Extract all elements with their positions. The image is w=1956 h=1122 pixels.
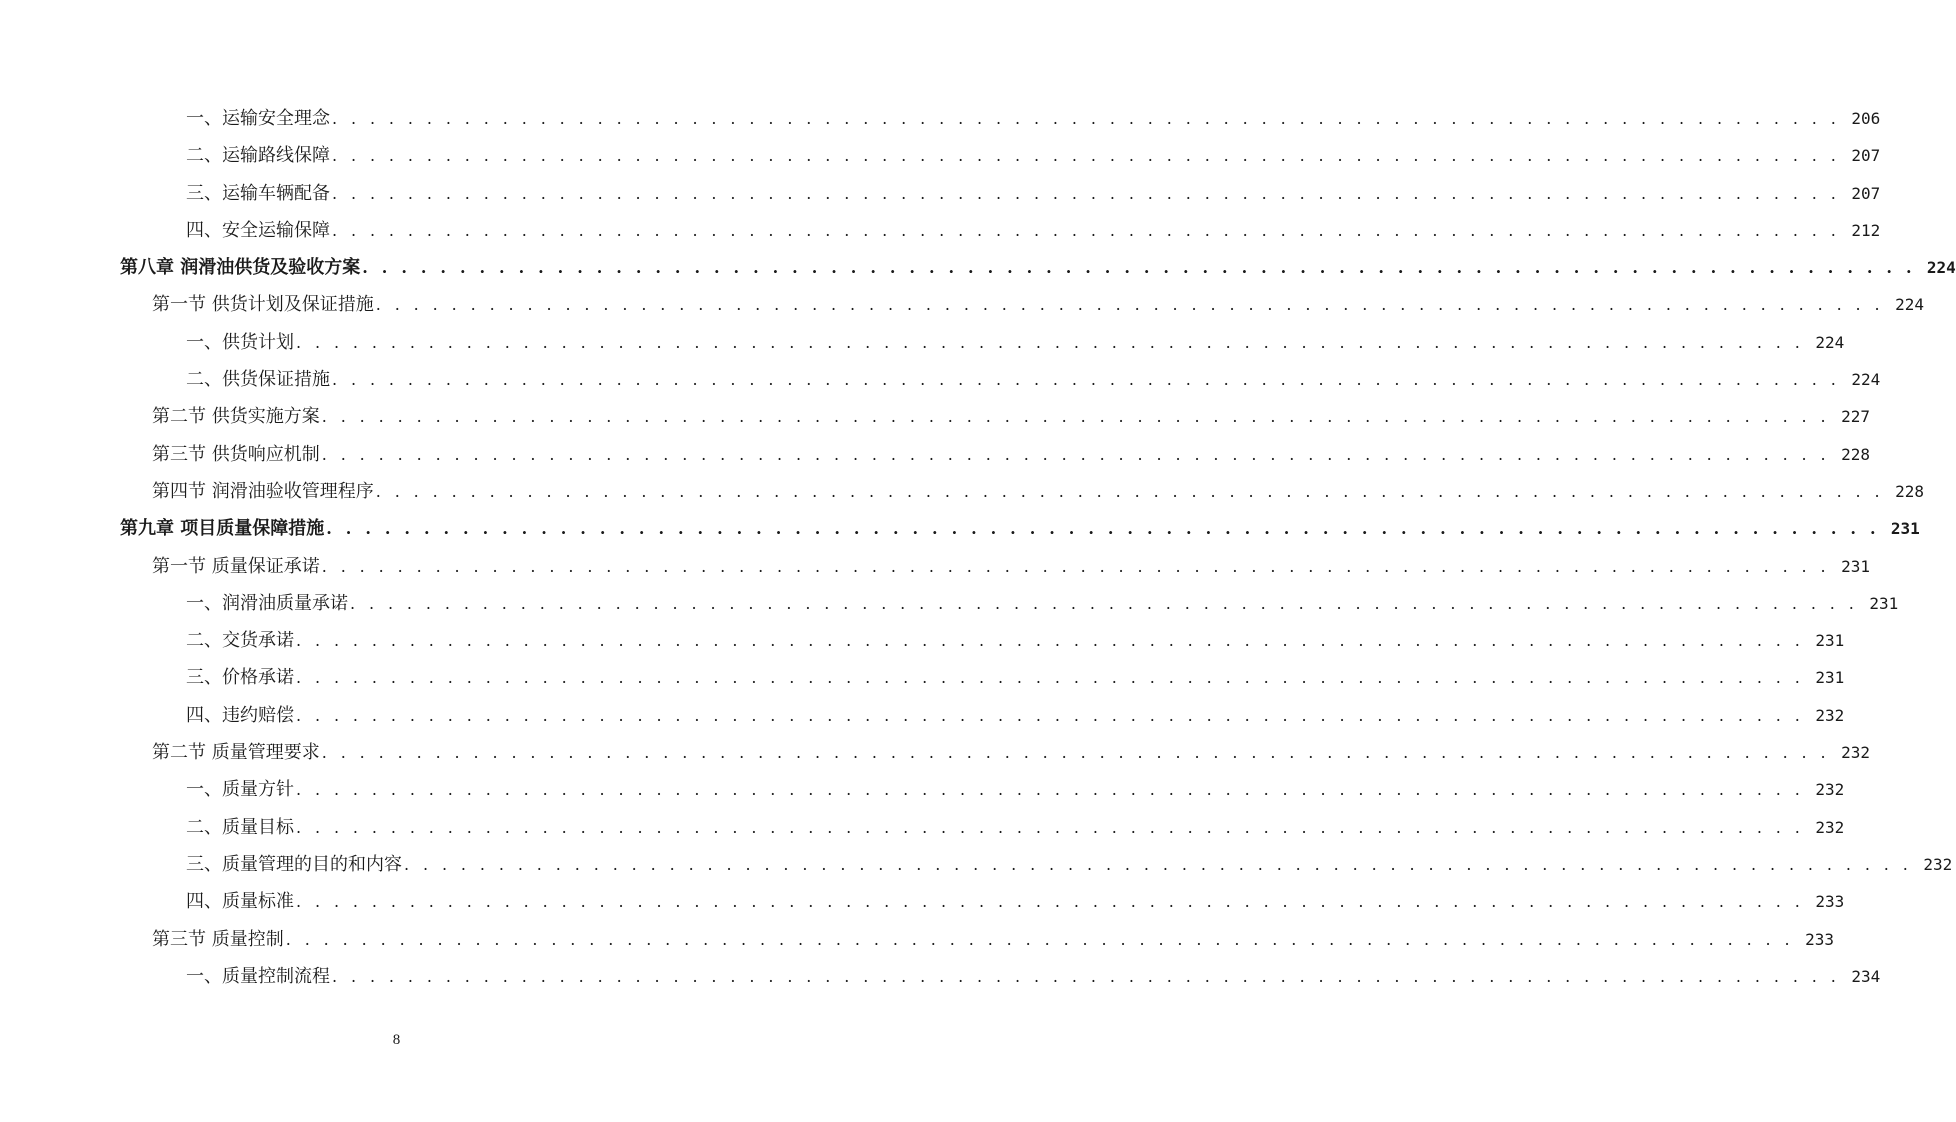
toc-dot-leader: . . . . . . . . . . . . . . . . . . . . . . . . . . . . . . . . . . . . . . . . . . . . . . . . . . . . . . . . . . . . . . . . . . . . . . . . . . . . . . . .: [285, 929, 1794, 949]
toc-entry-page: 232: [1815, 817, 1845, 837]
toc-dot-leader: . . . . . . . . . . . . . . . . . . . . . . . . . . . . . . . . . . . . . . . . . . . . . . . . . . . . . . . . . . . . . . . . . . . . . . . . . . . . . . . .: [362, 258, 1916, 278]
toc-entry-page: 224: [1895, 295, 1924, 315]
toc-entry-label: 一、质量控制流程: [186, 965, 330, 987]
page-number: 8: [392, 1032, 401, 1048]
toc-entry-page: 231: [1869, 593, 1899, 613]
toc-dot-leader: . . . . . . . . . . . . . . . . . . . . . . . . . . . . . . . . . . . . . . . . . . . . . . . . . . . . . . . . . . . . . . . . . . . . . . . . . . . . . . . .: [326, 519, 1880, 539]
toc-dot-leader: . . . . . . . . . . . . . . . . . . . . . . . . . . . . . . . . . . . . . . . . . . . . . . . . . . . . . . . . . . . . . . . . . . . . . . . . . . . . . . . .: [332, 183, 1841, 203]
toc-subsection-entry[interactable]: [0, 697, 1845, 734]
toc-subsection-entry[interactable]: [0, 883, 1845, 920]
toc-section-entry[interactable]: [0, 436, 1870, 473]
toc-entry-page: 231: [1815, 668, 1845, 688]
toc-subsection-entry[interactable]: [0, 771, 1845, 808]
toc-entry-label: 二、交货承诺: [186, 630, 294, 652]
toc-entry-page: 233: [1815, 892, 1845, 912]
toc-subsection-entry[interactable]: [0, 622, 1845, 659]
toc-entry-label: 三、运输车辆配备: [186, 182, 330, 204]
toc-entry-page: 224: [1851, 370, 1881, 390]
toc-dot-leader: . . . . . . . . . . . . . . . . . . . . . . . . . . . . . . . . . . . . . . . . . . . . . . . . . . . . . . . . . . . . . . . . . . . . . . . . . . . . . . . .: [404, 854, 1913, 874]
toc-dot-leader: . . . . . . . . . . . . . . . . . . . . . . . . . . . . . . . . . . . . . . . . . . . . . . . . . . . . . . . . . . . . . . . . . . . . . . . . . . . . . . . .: [332, 146, 1841, 166]
toc-dot-leader: . . . . . . . . . . . . . . . . . . . . . . . . . . . . . . . . . . . . . . . . . . . . . . . . . . . . . . . . . . . . . . . . . . . . . . . . . . . . . . . .: [321, 444, 1830, 464]
toc-entry-page: 233: [1805, 929, 1834, 949]
toc-entry-page: 231: [1841, 556, 1870, 576]
toc-entry-label: 四、质量标准: [186, 891, 294, 913]
toc-entry-label: 三、价格承诺: [186, 667, 294, 689]
toc-chapter-entry[interactable]: [0, 249, 1956, 286]
toc-chapter-entry[interactable]: [0, 510, 1920, 547]
toc-subsection-entry[interactable]: [0, 137, 1881, 174]
toc-entry-label: 四、安全运输保障: [186, 219, 330, 241]
toc-entry-page: 231: [1815, 631, 1845, 651]
toc-entry-page: 227: [1841, 407, 1870, 427]
toc-entry-label: 二、质量目标: [186, 816, 294, 838]
toc-entry-page: 232: [1815, 705, 1845, 725]
toc-subsection-entry[interactable]: [0, 175, 1881, 212]
toc-entry-label: 第二节 供货实施方案: [152, 406, 320, 428]
toc-dot-leader: . . . . . . . . . . . . . . . . . . . . . . . . . . . . . . . . . . . . . . . . . . . . . . . . . . . . . . . . . . . . . . . . . . . . . . . . . . . . . . . .: [332, 370, 1841, 390]
toc-section-entry[interactable]: [0, 473, 1924, 510]
toc-entry-label: 二、运输路线保障: [186, 145, 330, 167]
toc-dot-leader: . . . . . . . . . . . . . . . . . . . . . . . . . . . . . . . . . . . . . . . . . . . . . . . . . . . . . . . . . . . . . . . . . . . . . . . . . . . . . . . .: [350, 593, 1859, 613]
toc-entry-label: 四、违约赔偿: [186, 704, 294, 726]
toc-section-entry[interactable]: [0, 734, 1870, 771]
toc-subsection-entry[interactable]: [0, 361, 1881, 398]
toc-dot-leader: . . . . . . . . . . . . . . . . . . . . . . . . . . . . . . . . . . . . . . . . . . . . . . . . . . . . . . . . . . . . . . . . . . . . . . . . . . . . . . . .: [321, 556, 1830, 576]
toc-dot-leader: . . . . . . . . . . . . . . . . . . . . . . . . . . . . . . . . . . . . . . . . . . . . . . . . . . . . . . . . . . . . . . . . . . . . . . . . . . . . . . . .: [332, 220, 1841, 240]
toc-dot-leader: . . . . . . . . . . . . . . . . . . . . . . . . . . . . . . . . . . . . . . . . . . . . . . . . . . . . . . . . . . . . . . . . . . . . . . . . . . . . . . . .: [296, 780, 1805, 800]
toc-dot-leader: . . . . . . . . . . . . . . . . . . . . . . . . . . . . . . . . . . . . . . . . . . . . . . . . . . . . . . . . . . . . . . . . . . . . . . . . . . . . . . . .: [332, 966, 1841, 986]
toc-subsection-entry[interactable]: [0, 659, 1845, 696]
toc-entry-label: 二、供货保证措施: [186, 369, 330, 391]
toc-entry-page: 232: [1815, 780, 1845, 800]
toc-section-entry[interactable]: [0, 286, 1924, 323]
toc-dot-leader: . . . . . . . . . . . . . . . . . . . . . . . . . . . . . . . . . . . . . . . . . . . . . . . . . . . . . . . . . . . . . . . . . . . . . . . . . . . . . . . .: [321, 743, 1830, 763]
toc-entry-page: 207: [1851, 183, 1881, 203]
toc-entry-page: 224: [1926, 258, 1956, 278]
toc-entry-label: 第四节 润滑油验收管理程序: [152, 480, 374, 502]
toc-subsection-entry[interactable]: [0, 585, 1899, 622]
toc-dot-leader: . . . . . . . . . . . . . . . . . . . . . . . . . . . . . . . . . . . . . . . . . . . . . . . . . . . . . . . . . . . . . . . . . . . . . . . . . . . . . . . .: [332, 109, 1841, 128]
toc-entry-label: 第九章 项目质量保障措施: [120, 518, 325, 540]
toc-entry-page: 228: [1841, 444, 1870, 464]
toc-entry-label: 一、运输安全理念: [186, 108, 330, 129]
toc-entry-page: 207: [1851, 146, 1881, 166]
toc-entry-page: 224: [1815, 332, 1845, 352]
toc-entry-label: 一、供货计划: [186, 331, 294, 353]
toc-entry-label: 第二节 质量管理要求: [152, 742, 320, 764]
toc-entry-page: 234: [1851, 966, 1881, 986]
toc-subsection-entry[interactable]: [0, 958, 1881, 995]
toc-dot-leader: . . . . . . . . . . . . . . . . . . . . . . . . . . . . . . . . . . . . . . . . . . . . . . . . . . . . . . . . . . . . . . . . . . . . . . . . . . . . . . . .: [296, 705, 1805, 725]
toc-dot-leader: . . . . . . . . . . . . . . . . . . . . . . . . . . . . . . . . . . . . . . . . . . . . . . . . . . . . . . . . . . . . . . . . . . . . . . . . . . . . . . . .: [296, 332, 1805, 352]
toc-section-entry[interactable]: [0, 921, 1834, 958]
toc-entry-label: 第一节 质量保证承诺: [152, 555, 320, 577]
toc-dot-leader: . . . . . . . . . . . . . . . . . . . . . . . . . . . . . . . . . . . . . . . . . . . . . . . . . . . . . . . . . . . . . . . . . . . . . . . . . . . . . . . .: [296, 817, 1805, 837]
toc-section-entry[interactable]: [0, 548, 1870, 585]
table-of-contents: [0, 100, 1956, 995]
toc-entry-page: 228: [1895, 481, 1924, 501]
toc-entry-label: 第三节 供货响应机制: [152, 443, 320, 465]
toc-entry-label: 第一节 供货计划及保证措施: [152, 294, 374, 316]
toc-entry-page: 231: [1890, 519, 1920, 539]
toc-section-entry[interactable]: [0, 398, 1870, 435]
toc-subsection-entry[interactable]: [0, 100, 1881, 137]
toc-entry-label: 第八章 润滑油供货及验收方案: [120, 257, 361, 279]
toc-dot-leader: . . . . . . . . . . . . . . . . . . . . . . . . . . . . . . . . . . . . . . . . . . . . . . . . . . . . . . . . . . . . . . . . . . . . . . . . . . . . . . . .: [296, 892, 1805, 912]
toc-entry-page: 206: [1851, 109, 1881, 128]
toc-subsection-entry[interactable]: [0, 212, 1881, 249]
toc-entry-label: 一、质量方针: [186, 779, 294, 801]
toc-entry-page: 212: [1851, 220, 1881, 240]
toc-dot-leader: . . . . . . . . . . . . . . . . . . . . . . . . . . . . . . . . . . . . . . . . . . . . . . . . . . . . . . . . . . . . . . . . . . . . . . . . . . . . . . . .: [321, 407, 1830, 427]
toc-subsection-entry[interactable]: [0, 809, 1845, 846]
toc-entry-page: 232: [1841, 743, 1870, 763]
toc-entry-label: 一、润滑油质量承诺: [186, 592, 348, 614]
toc-entry-page: 232: [1923, 854, 1953, 874]
toc-dot-leader: . . . . . . . . . . . . . . . . . . . . . . . . . . . . . . . . . . . . . . . . . . . . . . . . . . . . . . . . . . . . . . . . . . . . . . . . . . . . . . . .: [375, 295, 1884, 315]
toc-dot-leader: . . . . . . . . . . . . . . . . . . . . . . . . . . . . . . . . . . . . . . . . . . . . . . . . . . . . . . . . . . . . . . . . . . . . . . . . . . . . . . . .: [296, 631, 1805, 651]
toc-entry-label: 第三节 质量控制: [152, 928, 284, 950]
toc-subsection-entry[interactable]: [0, 846, 1953, 883]
toc-subsection-entry[interactable]: [0, 324, 1845, 361]
toc-dot-leader: . . . . . . . . . . . . . . . . . . . . . . . . . . . . . . . . . . . . . . . . . . . . . . . . . . . . . . . . . . . . . . . . . . . . . . . . . . . . . . . .: [296, 668, 1805, 688]
toc-entry-label: 三、质量管理的目的和内容: [186, 853, 402, 875]
toc-dot-leader: . . . . . . . . . . . . . . . . . . . . . . . . . . . . . . . . . . . . . . . . . . . . . . . . . . . . . . . . . . . . . . . . . . . . . . . . . . . . . . . .: [375, 481, 1884, 501]
